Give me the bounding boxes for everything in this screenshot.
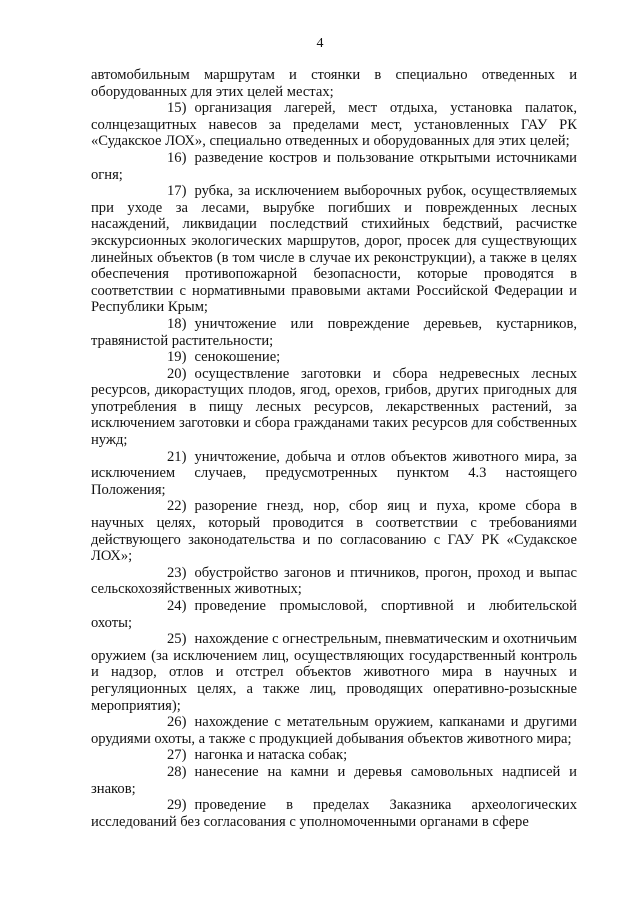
list-item-text: уничтожение или повреждение деревьев, кустарников, травянистой растительности; [91, 315, 577, 349]
list-item-22 [91, 498, 577, 564]
list-item-20 [91, 366, 577, 449]
list-item-26 [91, 714, 577, 747]
list-item-text: рубка, за исключением выборочных рубок, осуществляемых при уходе за лесами, вырубке погибших и поврежденных лесных насаждений, ликвидации последствий стихийных бедствий, расчистке экскурсионных экологических маршрутов, дорог, просек для существующих линейных объектов (в том числе в случае их реконструкции), а также в целях обеспечения противопожарной безопасности, которые проводятся в соответствии с нормативными правовыми актами Российской Федерации и Республики Крым; [91, 183, 577, 316]
list-item-text: проведение в пределах Заказника археологических исследований без согласования с уполномоченными органами в сфере [91, 797, 577, 830]
list-item-text: сенокошение; [194, 349, 281, 366]
list-item-number: 28) [167, 763, 187, 780]
list-item-number: 23) [167, 564, 187, 581]
list-item-text: разведение костров и пользование открытыми источниками огня; [91, 149, 577, 183]
document-body [91, 67, 577, 830]
list-item-number: 16) [167, 149, 187, 166]
list-item-text: нахождение с метательным оружием, капканами и другими орудиями охоты, а также с продукцией добывания объектов животного мира; [91, 714, 577, 747]
list-item-17 [91, 183, 577, 316]
list-item-number: 22) [167, 498, 187, 515]
list-item-number: 18) [167, 315, 187, 332]
list-item-text: нагонка и натаска собак; [194, 747, 348, 764]
list-item-number: 15) [167, 100, 187, 117]
list-item-text: разорение гнезд, нор, сбор яиц и пуха, кроме сбора в научных целях, который проводится в соответствии с требованиями действующего законодательства и по согласованию с ГАУ РК «Судакское ЛОХ»; [91, 498, 577, 565]
paragraph-continuation [91, 67, 577, 100]
list-item-23 [91, 565, 577, 598]
list-item-29 [91, 797, 577, 830]
paragraph-text: автомобильным маршрутам и стоянки в специально отведенных и оборудованных для этих целей местах; [91, 67, 577, 100]
list-item-number: 24) [167, 598, 187, 614]
list-item-text: нанесение на камни и деревья самовольных надписей и знаков; [91, 763, 577, 797]
list-item-27 [91, 747, 577, 764]
list-item-text: осуществление заготовки и сбора недревесных лесных ресурсов, дикорастущих плодов, ягод, орехов, грибов, других пригодных для употребления в пищу лесных ресурсов, лекарственных растений, за исключением заготовки и сбора гражданами таких ресурсов для собственных нужд; [91, 365, 577, 449]
list-item-text: нахождение с огнестрельным, пневматическим и охотничьим оружием (за исключением лиц, осуществляющих государственный контроль и надзор, отлов и отстрел объектов животного мира в научных и регуляционных целях, а также лиц, проводящих оперативно-розыскные мероприятия); [91, 631, 577, 714]
list-item-number: 25) [167, 631, 187, 648]
list-item-number: 21) [167, 448, 187, 465]
list-item-number: 19) [167, 349, 187, 366]
list-item-21 [91, 449, 577, 499]
list-item-number: 20) [167, 365, 187, 382]
list-item-text: обустройство загонов и птичников, прогон, проход и выпас сельскохозяйственных животных; [91, 564, 577, 598]
list-item-24 [91, 598, 577, 631]
list-item-number: 17) [167, 183, 187, 200]
page-number: 4 [316, 36, 324, 51]
list-item-number: 29) [167, 797, 187, 814]
list-item-number: 26) [167, 714, 187, 731]
list-item-28 [91, 764, 577, 797]
list-item-15 [91, 100, 577, 150]
list-item-text: организация лагерей, мест отдыха, установка палаток, солнцезащитных навесов за пределами мест, установленных ГАУ РК «Судакское ЛОХ», специально отведенных и оборудованных для этих целей; [91, 100, 577, 150]
list-item-text: уничтожение, добыча и отлов объектов животного мира, за исключением случаев, предусмотренных пунктом 4.3 настоящего Положения; [91, 448, 577, 498]
list-item-16 [91, 150, 577, 183]
list-item-number: 27) [167, 747, 187, 764]
list-item-19 [91, 349, 577, 366]
list-item-18 [91, 316, 577, 349]
list-item-25 [91, 631, 577, 714]
list-item-text: проведение промысловой, спортивной и любительской охоты; [91, 598, 577, 631]
